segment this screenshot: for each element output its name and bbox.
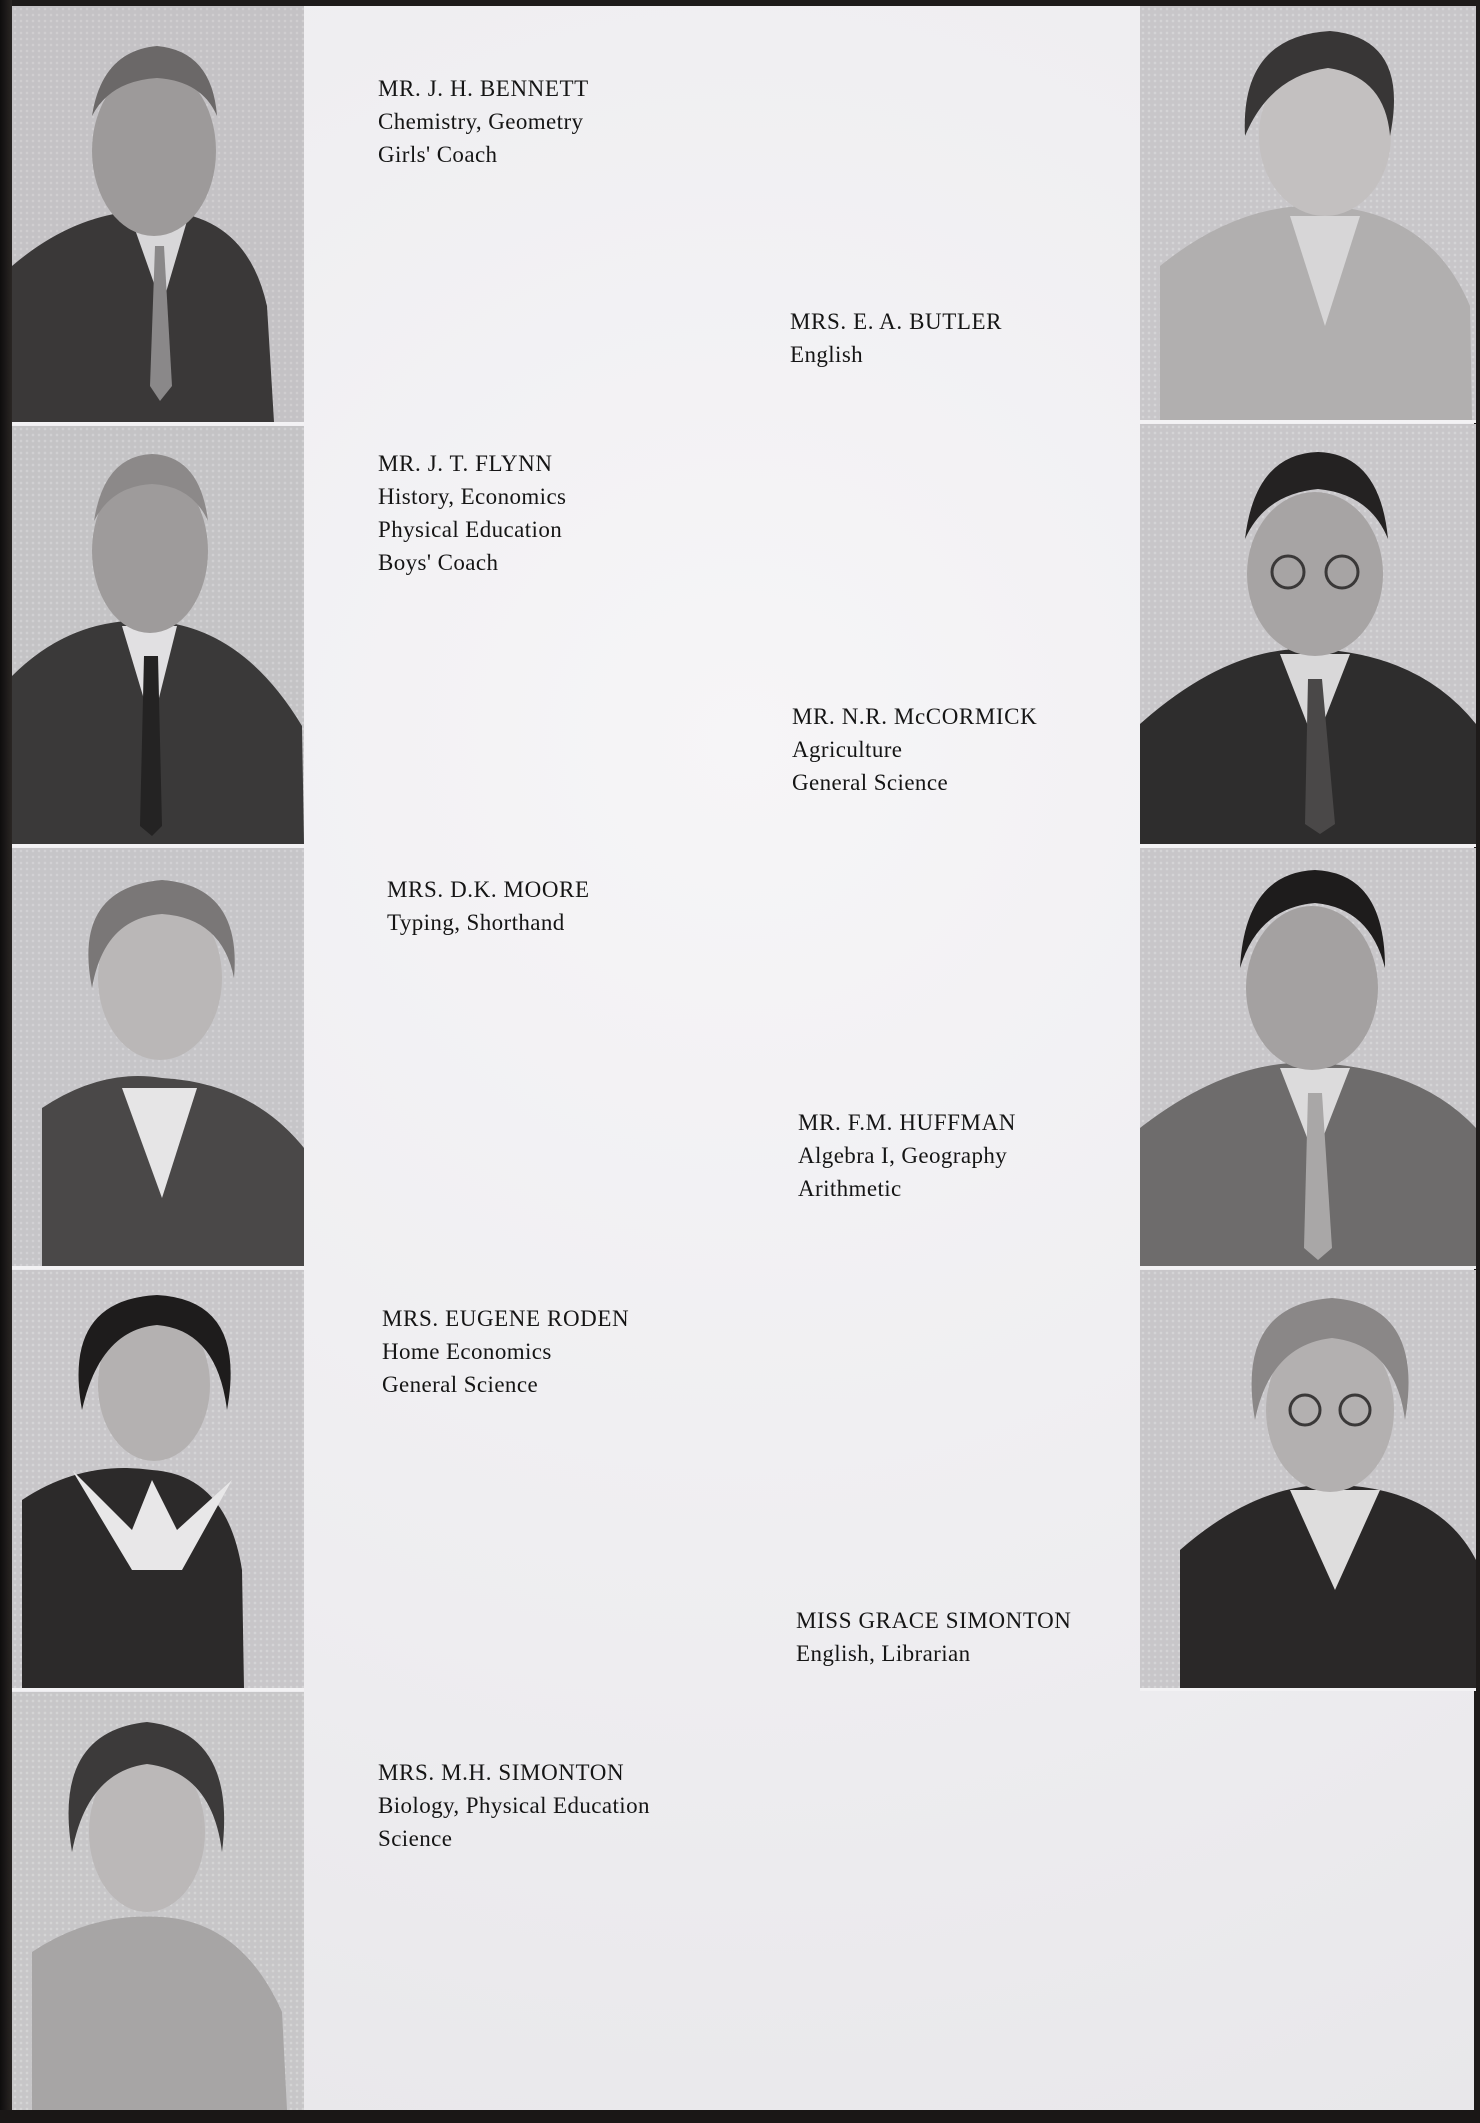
teacher-subject: Arithmetic	[798, 1176, 902, 1201]
teacher-name: MRS. D.K. MOORE	[387, 877, 590, 902]
teacher-name: MR. N.R. McCORMICK	[792, 704, 1038, 729]
teacher-subject: Algebra I, Geography	[798, 1143, 1008, 1168]
photo-roden	[12, 1270, 304, 1691]
teacher-subject: History, Economics	[378, 484, 567, 509]
caption-flynn	[378, 447, 566, 579]
photo-huffman	[1140, 848, 1476, 1269]
photo-bennett	[12, 6, 304, 425]
photo-butler	[1140, 6, 1476, 423]
caption-moore	[387, 873, 590, 939]
caption-bennett	[378, 72, 589, 171]
teacher-subject: Chemistry, Geometry	[378, 109, 584, 134]
photo-flynn	[12, 426, 304, 847]
page-bottom-edge	[0, 2110, 1480, 2123]
photo-m-h-simonton	[12, 1692, 304, 2113]
book-spine	[0, 0, 12, 2123]
teacher-name: MRS. EUGENE RODEN	[382, 1306, 630, 1331]
photo-moore	[12, 848, 304, 1269]
teacher-name: MR. J. T. FLYNN	[378, 451, 553, 476]
teacher-name: MR. J. H. BENNETT	[378, 76, 589, 101]
teacher-subject: Agriculture	[792, 737, 903, 762]
caption-roden	[382, 1302, 629, 1401]
teacher-name: MR. F.M. HUFFMAN	[798, 1110, 1017, 1135]
teacher-subject: General Science	[792, 770, 949, 795]
teacher-name: MISS GRACE SIMONTON	[796, 1608, 1072, 1633]
teacher-subject: Girls' Coach	[378, 142, 498, 167]
teacher-subject: Physical Education	[378, 517, 563, 542]
teacher-subject: Home Economics	[382, 1339, 552, 1364]
teacher-subject: English	[790, 342, 864, 367]
caption-m-h-simonton	[378, 1756, 650, 1855]
caption-butler	[790, 305, 1002, 371]
teacher-subject: English, Librarian	[796, 1641, 971, 1666]
teacher-subject: Boys' Coach	[378, 550, 499, 575]
teacher-name: MRS. M.H. SIMONTON	[378, 1760, 625, 1785]
photo-grace-simonton	[1140, 1270, 1476, 1691]
photo-mccormick	[1140, 424, 1476, 847]
caption-huffman	[798, 1106, 1016, 1205]
teacher-subject: Biology, Physical Education	[378, 1793, 650, 1818]
teacher-subject: Typing, Shorthand	[387, 910, 565, 935]
teacher-subject: General Science	[382, 1372, 539, 1397]
caption-grace-simonton	[796, 1604, 1072, 1670]
teacher-subject: Science	[378, 1826, 453, 1851]
caption-mccormick	[792, 700, 1037, 799]
teacher-name: MRS. E. A. BUTLER	[790, 309, 1003, 334]
